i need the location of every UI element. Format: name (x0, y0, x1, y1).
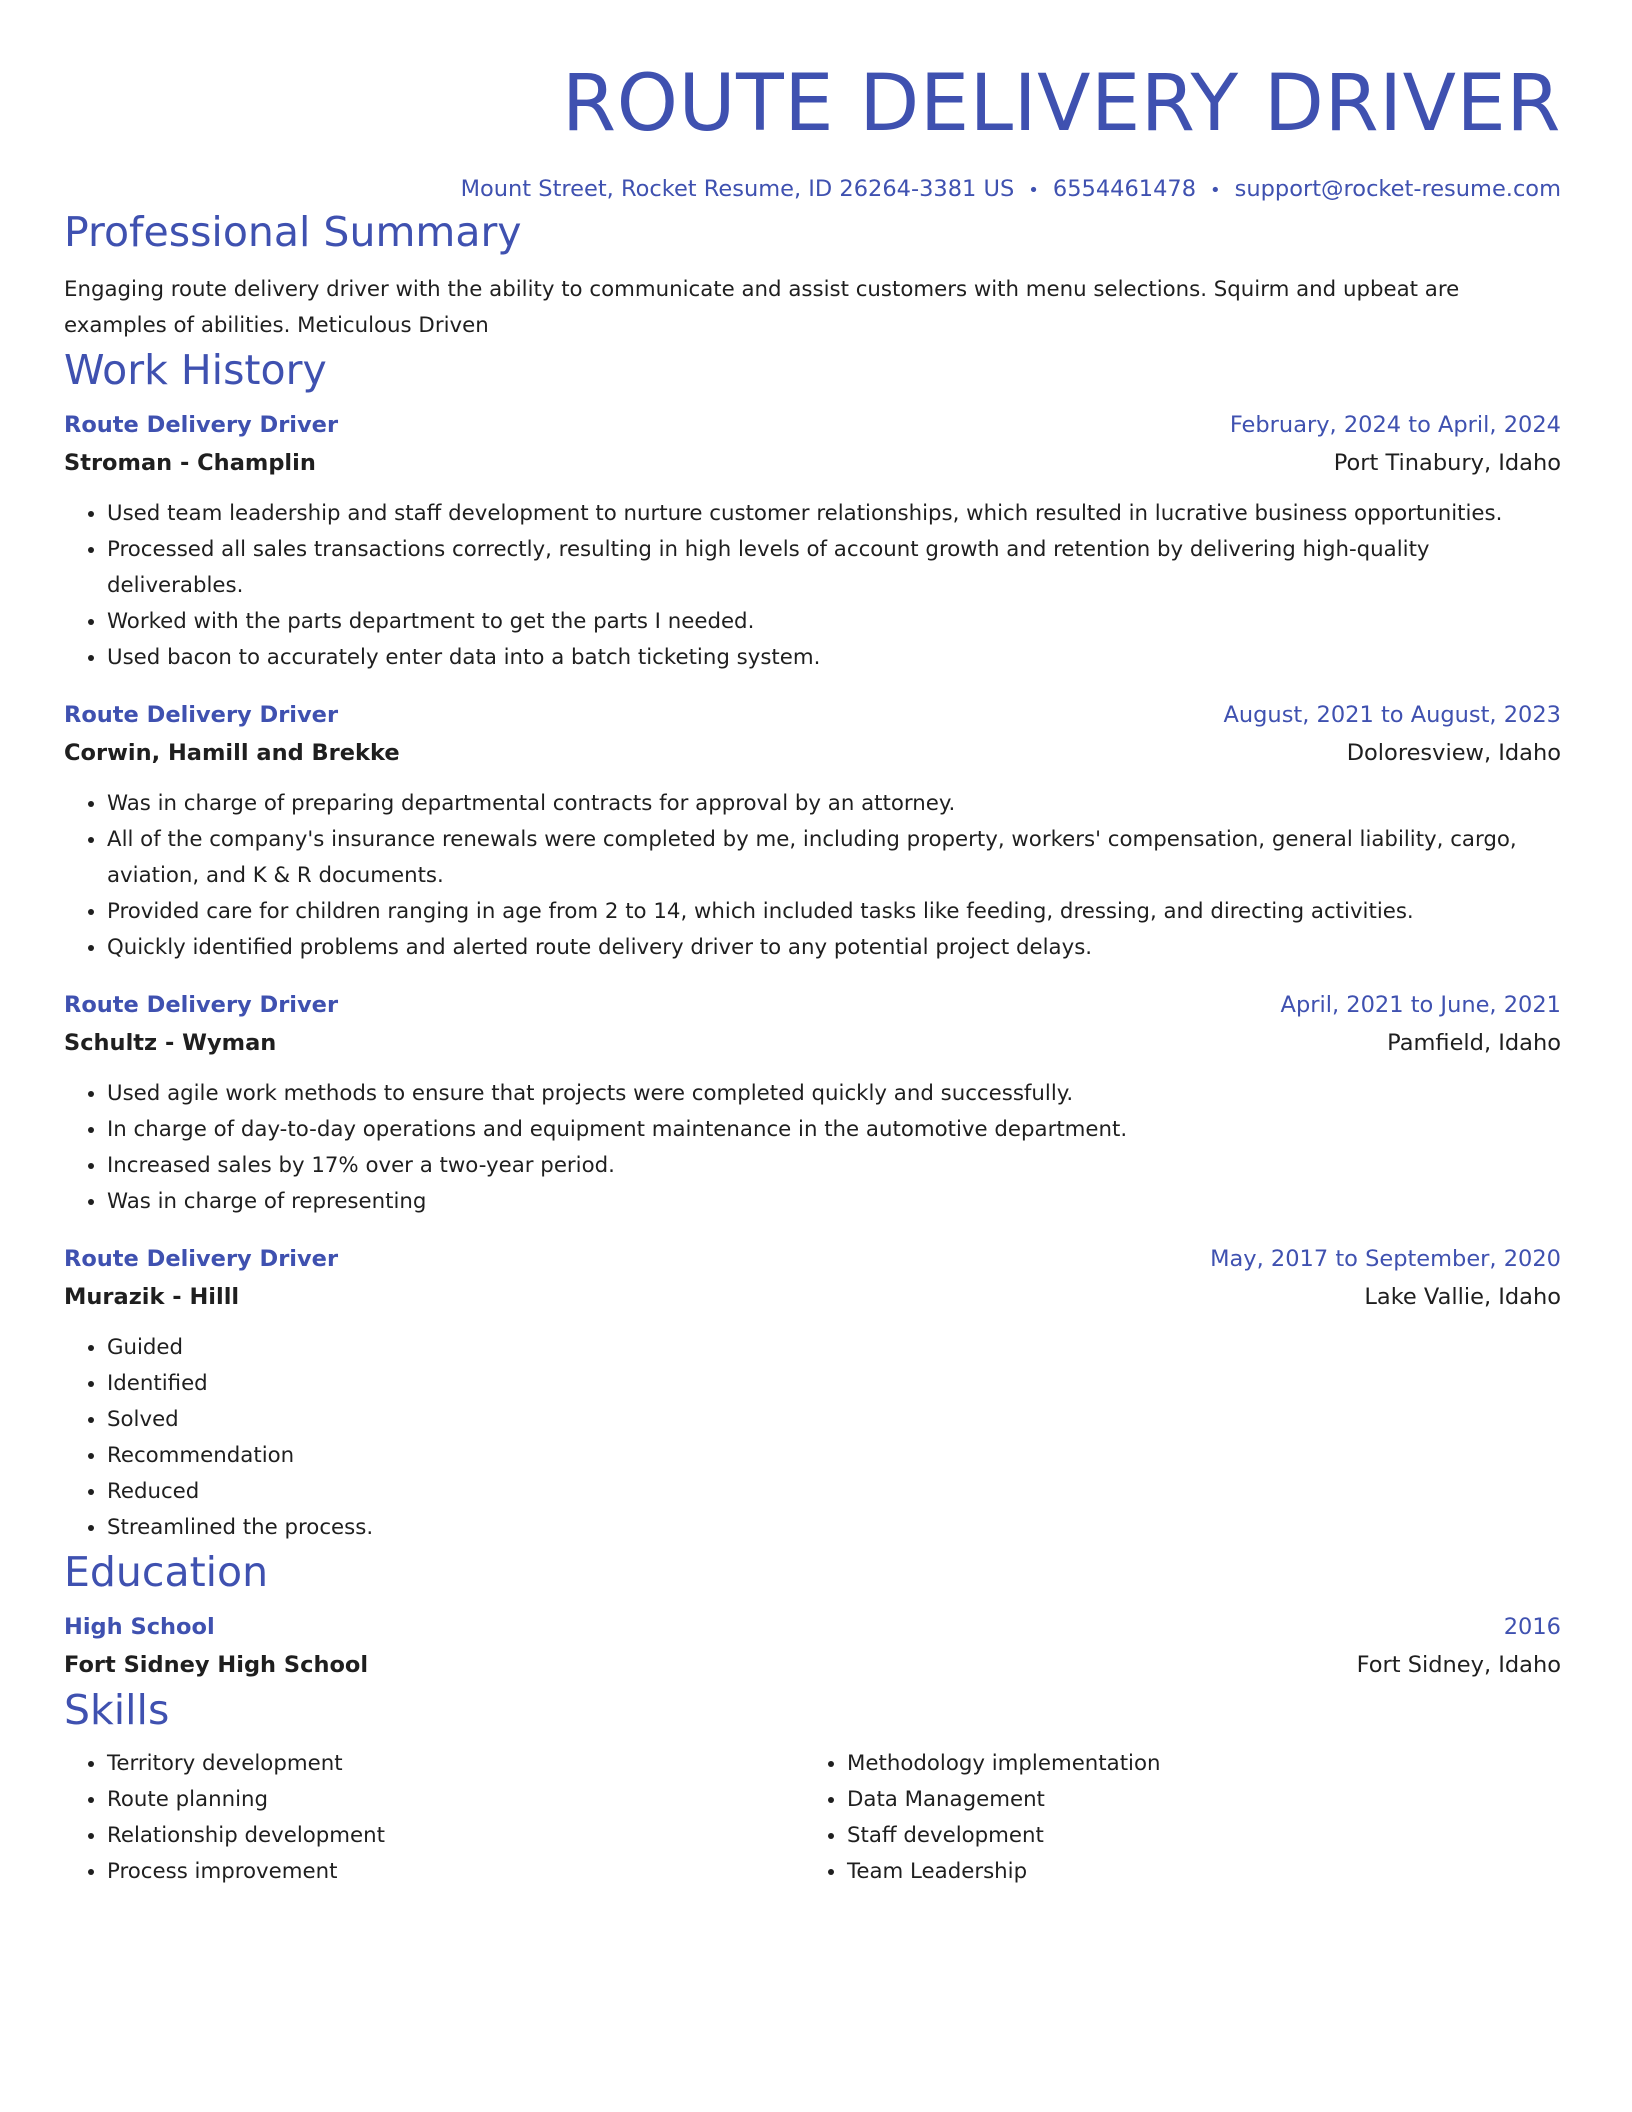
job-bullet: • All of the company's insurance renewals were completed by me, including property, workers' compensation, general liability, cargo, aviation, and K & R documents. (107, 822, 1561, 894)
job-bullets (64, 496, 1561, 676)
job-bullet: • In charge of day-to-day operations and equipment maintenance in the automotive department. (107, 1112, 1561, 1148)
job-title: Route Delivery Driver (64, 702, 339, 728)
education-entry (64, 1608, 1561, 1684)
job-bullet: • Recommendation (107, 1438, 1561, 1474)
job-entry (64, 1240, 1561, 1546)
job-bullet: • Processed all sales transactions correctly, resulting in high levels of account growth and retention by delivering high-quality deliverables. (107, 532, 1561, 604)
job-bullet: • Guided (107, 1330, 1561, 1366)
skill-item: • Staff development (847, 1818, 1544, 1854)
skills-column-left (64, 1746, 804, 1890)
skill-item: • Team Leadership (847, 1854, 1544, 1890)
job-bullet: • Reduced (107, 1474, 1561, 1510)
job-title: Route Delivery Driver (64, 412, 339, 438)
education-school: Fort Sidney High School (64, 1652, 369, 1678)
contact-line (64, 174, 1561, 206)
job-bullets (64, 1330, 1561, 1546)
job-location: Pamfield, Idaho (1387, 1030, 1561, 1056)
skill-item: • Methodology implementation (847, 1746, 1544, 1782)
education-location: Fort Sidney, Idaho (1356, 1652, 1561, 1678)
job-entry (64, 986, 1561, 1220)
job-dates: April, 2021 to June, 2021 (1280, 992, 1561, 1018)
work-history-list (64, 406, 1561, 1546)
job-bullet: • Was in charge of preparing departmental contracts for approval by an attorney. (107, 786, 1561, 822)
work-history-heading: Work History (64, 346, 327, 394)
job-company: Stroman - Champlin (64, 450, 316, 476)
skills-column-right (804, 1746, 1544, 1890)
job-bullet: • Increased sales by 17% over a two-year period. (107, 1148, 1561, 1184)
job-location: Doloresview, Idaho (1346, 740, 1561, 766)
contact-address: Mount Street, Rocket Resume, ID 26264-3381 US (460, 176, 1015, 202)
summary-text: Engaging route delivery driver with the ability to communicate and assist customers with menu selections. Squirm and upbeat are examples of abilities. Meticulous Driven (64, 277, 1460, 338)
skills-heading: Skills (64, 1686, 170, 1734)
job-bullet: • Identified (107, 1366, 1561, 1402)
job-dates: February, 2024 to April, 2024 (1229, 412, 1561, 438)
job-dates: May, 2017 to September, 2020 (1210, 1246, 1561, 1272)
job-bullet: • Was in charge of representing (107, 1184, 1561, 1220)
job-company: Corwin, Hamill and Brekke (64, 740, 400, 766)
summary-heading: Professional Summary (64, 208, 522, 256)
skill-item: • Relationship development (107, 1818, 804, 1854)
job-bullets (64, 1076, 1561, 1220)
job-entry (64, 406, 1561, 676)
job-bullet: • Streamlined the process. (107, 1510, 1561, 1546)
job-bullet: • Provided care for children ranging in age from 2 to 14, which included tasks like feeding, dressing, and directing activities. (107, 894, 1561, 930)
job-bullet: • Worked with the parts department to get the parts I needed. (107, 604, 1561, 640)
skill-item: • Process improvement (107, 1854, 804, 1890)
job-title: Route Delivery Driver (64, 1246, 339, 1272)
job-bullet: • Used team leadership and staff development to nurture customer relationships, which resulted in lucrative business opportunities. (107, 496, 1561, 532)
job-bullets (64, 786, 1561, 966)
education-heading: Education (64, 1548, 269, 1596)
job-location: Lake Vallie, Idaho (1364, 1284, 1561, 1310)
education-degree: High School (64, 1614, 215, 1640)
job-company: Schultz - Wyman (64, 1030, 277, 1056)
contact-separator: • (1210, 180, 1221, 201)
job-company: Murazik - Hilll (64, 1284, 240, 1310)
job-bullet: • Used bacon to accurately enter data into a batch ticketing system. (107, 640, 1561, 676)
job-bullet: • Quickly identified problems and alerted route delivery driver to any potential project delays. (107, 930, 1561, 966)
skills-grid (64, 1746, 1561, 1890)
skill-item: • Route planning (107, 1782, 804, 1818)
job-title: Route Delivery Driver (64, 992, 339, 1018)
skill-item: • Territory development (107, 1746, 804, 1782)
contact-email[interactable]: support@rocket-resume.com (1234, 176, 1561, 202)
resume-page (64, 0, 1561, 1890)
job-dates: August, 2021 to August, 2023 (1223, 702, 1561, 728)
skill-item: • Data Management (847, 1782, 1544, 1818)
contact-separator: • (1028, 180, 1039, 201)
education-year: 2016 (1503, 1614, 1561, 1640)
resume-name: ROUTE DELIVERY DRIVER (561, 59, 1561, 149)
job-bullet: • Solved (107, 1402, 1561, 1438)
job-entry (64, 696, 1561, 966)
contact-phone[interactable]: 6554461478 (1052, 176, 1197, 202)
job-location: Port Tinabury, Idaho (1333, 450, 1561, 476)
job-bullet: • Used agile work methods to ensure that projects were completed quickly and successfully. (107, 1076, 1561, 1112)
